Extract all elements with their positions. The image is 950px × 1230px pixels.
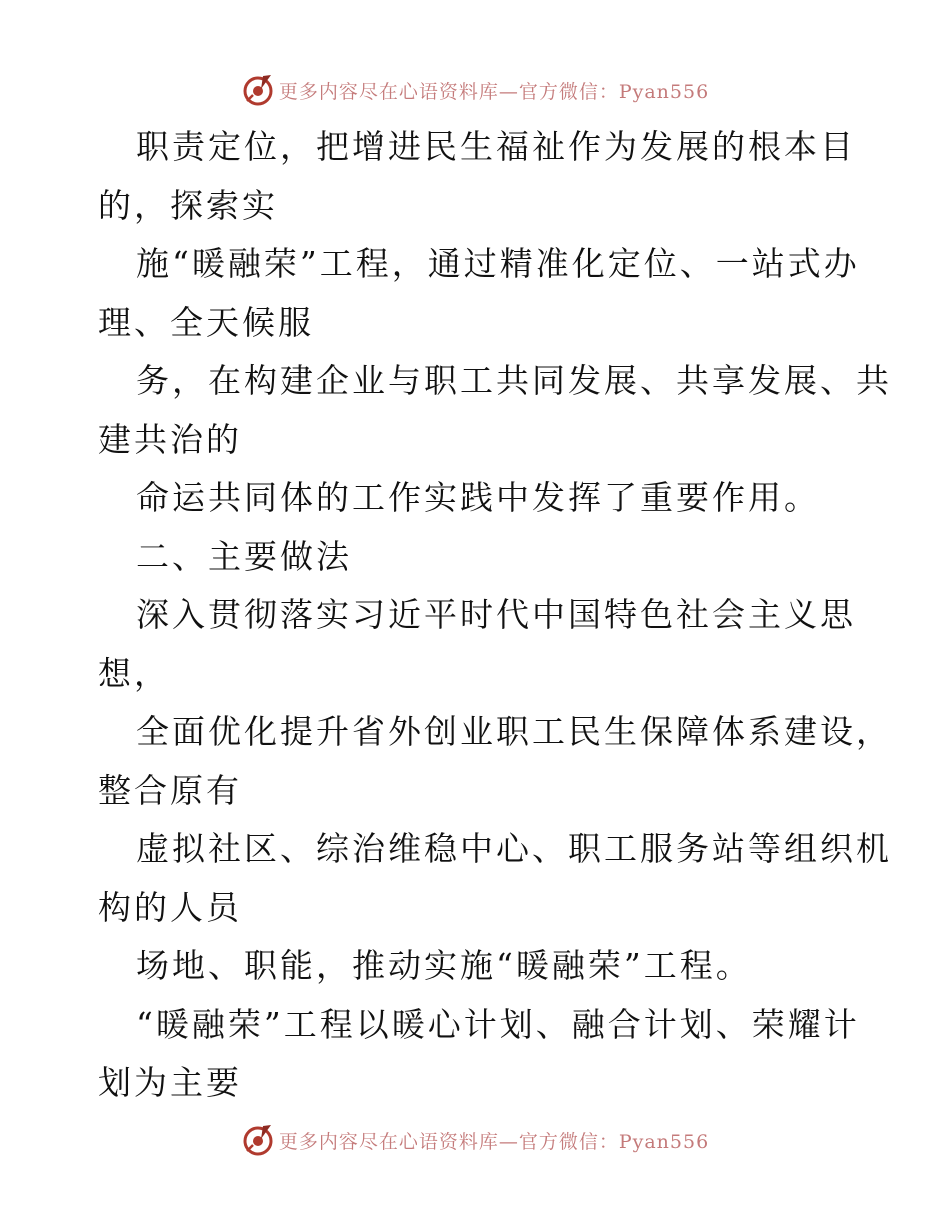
text-line: 虚拟社区、综治维稳中心、职工服务站等组织机 [136, 829, 892, 868]
body-text [98, 118, 892, 1113]
footer-banner-inner [241, 1123, 709, 1157]
text-line: 全面优化提升省外创业职工民生保障体系建设， [136, 712, 892, 751]
text-line: 职责定位，把增进民生福祉作为发展的根本目 [136, 127, 856, 166]
text-line: 深入贯彻落实习近平时代中国特色社会主义思 [136, 595, 856, 634]
text-line: 想， [98, 653, 170, 693]
footer-banner [0, 1118, 950, 1162]
text-line: 构的人员 [98, 887, 242, 927]
text-line: 务，在构建企业与职工共同发展、共享发展、共 [136, 361, 892, 400]
text-line: 场地、职能，推动实施“暖融荣”工程。 [136, 946, 752, 985]
quill-seal-icon [241, 1123, 275, 1157]
header-banner-inner [241, 73, 709, 107]
text-line: 理、全天候服 [98, 302, 314, 342]
text-line: 整合原有 [98, 770, 242, 810]
header-banner [0, 68, 950, 112]
text-line: 命运共同体的工作实践中发挥了重要作用。 [136, 478, 820, 517]
text-line: “暖融荣”工程以暖心计划、融合计划、荣耀计 [136, 1004, 860, 1044]
footer-banner-text: 更多内容尽在心语资料库—官方微信：Pyan556 [278, 1130, 710, 1153]
text-line: 二、主要做法 [136, 536, 352, 576]
text-line: 建共治的 [98, 419, 242, 459]
text-line: 划为主要 [98, 1063, 242, 1102]
text-line: 的，探索实 [98, 185, 278, 225]
header-banner-text: 更多内容尽在心语资料库—官方微信：Pyan556 [278, 80, 710, 103]
quill-seal-icon [241, 73, 275, 107]
text-line: 施“暖融荣”工程，通过精准化定位、一站式办 [136, 244, 860, 283]
